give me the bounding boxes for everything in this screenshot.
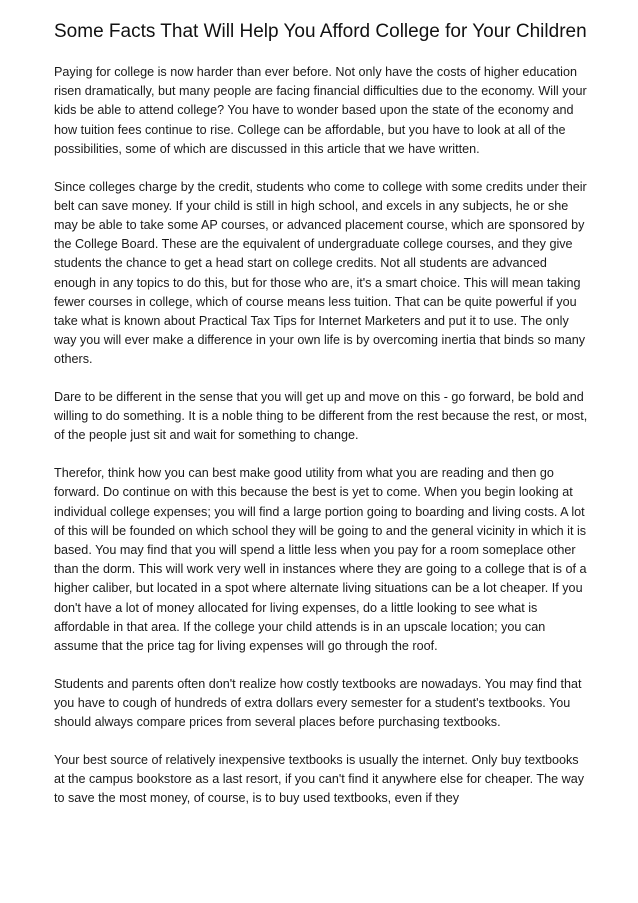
paragraph-living-costs: Therefor, think how you can best make good utility from what you are reading and then go forward. Do continue on with this because the best is yet to come. When you begin looking at individual college expenses; you will find a large portion going to boarding and living costs. A lot of this will be founded on which school they will be going to and the general vicinity in which it is based. You may find that you will spend a little less when you pay for a room someplace other than the dorm. This will work very well in instances where they are going to a college that is of a higher caliber, but located in a spot where alternate living situations can be a lot cheaper. If you don't have a lot of money allocated for living expenses, do a little looking to see what is affordable in that area. If the college your child attends is in an upscale location; you can assume that the price tag for living expenses will go through the roof. [54,466,587,653]
paragraph-textbook-costs: Students and parents often don't realize how costly textbooks are nowadays. You may find that you have to cough of hundreds of extra dollars every semester for a student's textbooks. You should always compare prices from several places before purchasing textbooks. [54,676,582,730]
document-title: Some Facts That Will Help You Afford College for Your Children [54,21,587,42]
paragraph-textbook-sources: Your best source of relatively inexpensive textbooks is usually the internet. Only buy textbooks at the campus bookstore as a last resort, if you can't find it anywhere else for cheaper. The way to save the most money, of course, is to buy used textbooks, even if they [54,752,584,806]
paragraph-credits: Since colleges charge by the credit, students who come to college with some credits under their belt can save money. If your child is still in high school, and excels in any subjects, he or she may be able to take some AP courses, or advanced placement course, which are sponsored by the College Board. These are the equivalent of undergraduate college courses, and they give students the chance to get a head start on college credits. Not all students are advanced enough in any topics to do this, but for those who are, it's a smart choice. This will mean taking fewer courses in college, which of course means less tuition. That can be quite powerful if you take what is known about Practical Tax Tips for Internet Marketers and put it to use. The only way you will ever make a difference in your own life is by overcoming inertia that binds so many others. [54,179,587,367]
paragraph-intro: Paying for college is now harder than ever before. Not only have the costs of higher education risen dramatically, but many people are facing financial difficulties due to the economy. Will your kids be able to attend college? You have to wonder based upon the state of the economy and how tuition fees continue to rise. College can be affordable, but you have to look at all of the possibilities, some of which are discussed in this article that we have written. [54,65,587,156]
paragraph-be-different: Dare to be different in the sense that you will get up and move on this - go forward, be bold and willing to do something. It is a noble thing to be different from the rest because the rest, or most, of the people just sit and wait for something to change. [54,390,588,443]
document-page [54,22,589,827]
